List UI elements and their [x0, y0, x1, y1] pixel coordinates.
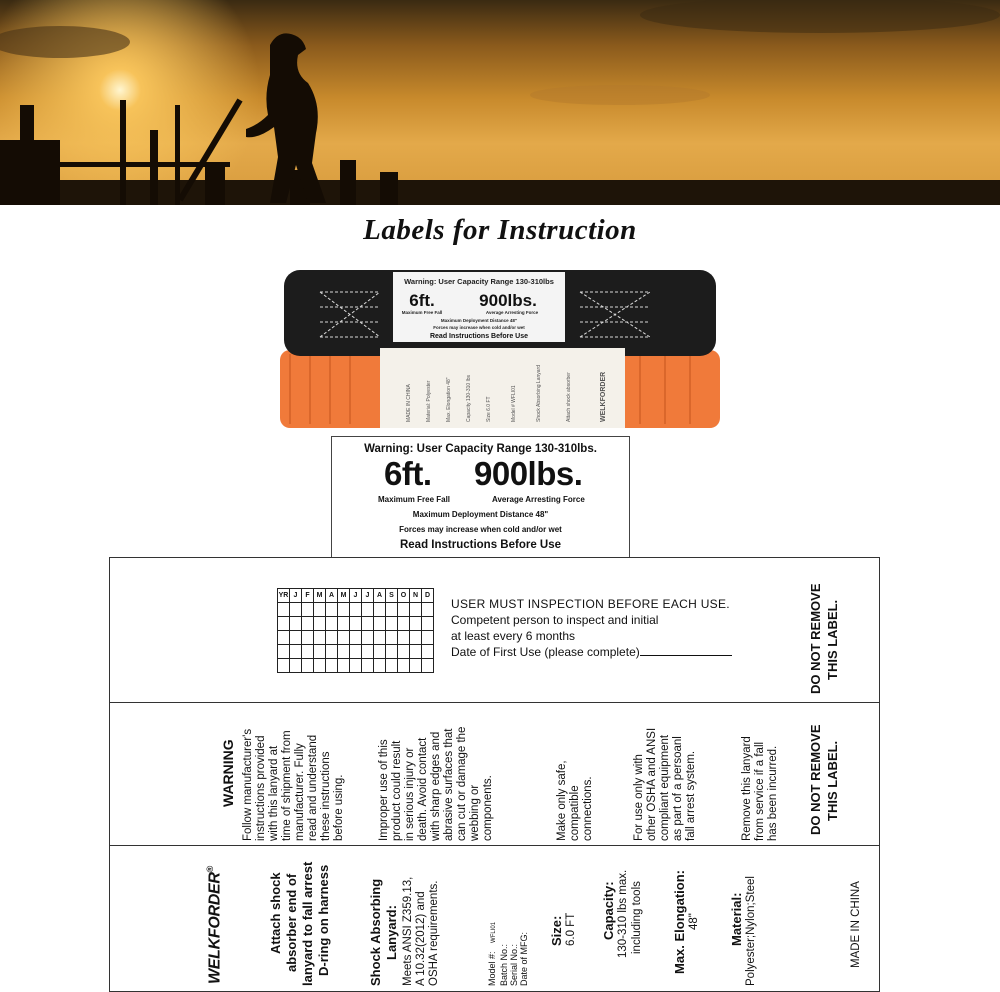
standards-line: OSHA requirements.: [428, 880, 440, 986]
label-forces-note: Forces may increase when cold and/or wet: [399, 525, 562, 534]
warning-line: For use only with: [633, 754, 645, 841]
attach-line: D-ring on harness: [316, 864, 331, 976]
inspection-grid-cell: [278, 603, 290, 617]
warning-line: compliant equipment: [659, 734, 671, 841]
label-free-fall-value: 6ft.: [384, 455, 432, 492]
inspection-grid-cell: [326, 631, 338, 645]
inspection-grid-cell: [350, 645, 362, 659]
photo-label-force-caption: Average Arresting Force: [485, 310, 539, 315]
inspection-grid-cell: [278, 617, 290, 631]
elongation-value: 48": [688, 913, 700, 930]
warning-line: webbing or: [469, 784, 481, 841]
do-not-remove-line: THIS LABEL.: [825, 599, 840, 680]
warning-line: from service if a fall: [754, 741, 766, 841]
elongation-label: Max. Elongation:: [672, 870, 687, 974]
label-read-instructions: Read Instructions Before Use: [399, 539, 562, 551]
capacity-value: including tools: [631, 881, 643, 954]
inspection-grid-month: J: [290, 589, 302, 603]
warning-line: other OSHA and ANSI: [646, 727, 658, 841]
label-free-fall-caption: Maximum Free Fall: [378, 495, 451, 504]
svg-text:Shock Absorbing Lanyard: Shock Absorbing Lanyard: [536, 365, 542, 422]
inspection-grid-cell: [374, 631, 386, 645]
warning-line: can cut or damage the: [456, 726, 468, 841]
size-value: 6.0 FT: [565, 912, 577, 946]
origin-text: MADE IN CHINA: [850, 881, 862, 968]
inspection-grid-month: J: [362, 589, 374, 603]
inspection-grid-cell: [410, 617, 422, 631]
inspection-grid-cell: [422, 645, 434, 659]
material-value: Polyester;Nylon;Steel: [745, 876, 757, 986]
inspection-line: Date of First Use (please complete): [451, 645, 640, 659]
model-line: [487, 922, 499, 986]
svg-text:Capacity 130-310 lbs: Capacity 130-310 lbs: [466, 375, 472, 422]
inspection-grid-cell: [398, 617, 410, 631]
inspection-grid-cell: [422, 603, 434, 617]
inspection-grid-cell: [386, 603, 398, 617]
inspection-grid-cell: [362, 631, 374, 645]
inspection-instructions: [451, 596, 732, 660]
warning-line: Make only safe,: [556, 760, 568, 841]
registered-mark: ®: [205, 865, 215, 873]
warning-line: product could result: [391, 740, 403, 841]
instruction-label-sheet: [109, 557, 880, 992]
warning-line: Remove this lanyard: [741, 736, 753, 841]
inspection-grid-cell: [338, 631, 350, 645]
svg-text:Attach shock absorber: Attach shock absorber: [566, 372, 572, 422]
warning-line: as part of a persoanl: [672, 736, 684, 841]
brand-logo: [205, 866, 224, 984]
label-force-caption: Average Arresting Force: [492, 495, 585, 504]
product-type-line: Lanyard:: [384, 905, 399, 960]
product-type-line: Shock Absorbing: [368, 878, 383, 986]
svg-text:Max. Elongation 48": Max. Elongation 48": [446, 377, 452, 422]
inspection-grid-month: S: [386, 589, 398, 603]
inspection-grid-cell: [302, 603, 314, 617]
inspection-grid-month: D: [422, 589, 434, 603]
inspection-grid-month: YR: [278, 589, 290, 603]
warning-line: components.: [482, 775, 494, 841]
inspection-grid-cell: [326, 617, 338, 631]
inspection-grid: [277, 588, 434, 673]
inspection-grid-month: N: [410, 589, 422, 603]
inspection-grid-cell: [422, 631, 434, 645]
inspection-grid-cell: [314, 617, 326, 631]
warning-line: connections.: [582, 776, 594, 841]
inspection-grid-cell: [374, 603, 386, 617]
attach-line: absorber end of: [284, 873, 299, 972]
standards-text: [402, 877, 441, 986]
material-info: [730, 876, 758, 986]
warning-line: compatible: [569, 785, 581, 841]
model-info: [487, 922, 529, 986]
capacity-value: 130-310 lbs max.: [617, 869, 629, 958]
inspection-grid-cell: [302, 631, 314, 645]
inspection-grid-cell: [398, 603, 410, 617]
inspection-grid-cell: [290, 645, 302, 659]
inspection-grid-cell: [290, 617, 302, 631]
inspection-grid-cell: [314, 603, 326, 617]
warning-column-2: [378, 727, 495, 841]
warning-line: has been incurred.: [767, 745, 779, 841]
inspection-grid-month: A: [374, 589, 386, 603]
warning-line: instructions provided: [255, 735, 267, 841]
inspection-grid-header: [278, 589, 434, 603]
lanyard-product-photo: [280, 262, 720, 430]
inspection-grid-cell: [290, 631, 302, 645]
inspection-grid-cell: [386, 617, 398, 631]
inspection-line: at least every 6 months: [451, 629, 576, 643]
first-use-line: [451, 644, 732, 660]
do-not-remove-text: [807, 583, 841, 694]
batch-label: Batch No.:: [499, 943, 509, 986]
inspection-line: USER MUST INSPECTION BEFORE EACH USE.: [451, 597, 730, 611]
warning-line: these instructions: [320, 751, 332, 841]
photo-label-free-fall: 6ft.: [409, 291, 435, 310]
svg-text:WELKFORDER: WELKFORDER: [600, 371, 607, 422]
inspection-grid-cell: [302, 617, 314, 631]
inspection-section: [110, 558, 879, 703]
photo-label-read: Read Instructions Before Use: [429, 333, 529, 340]
svg-text:MADE IN CHINA: MADE IN CHINA: [406, 384, 412, 422]
product-type: [368, 879, 400, 986]
inspection-grid-cell: [350, 631, 362, 645]
inspection-grid-cell: [338, 645, 350, 659]
inspection-grid-cell: [374, 617, 386, 631]
warning-line: read and understand: [307, 734, 319, 841]
svg-text:Size 6.0 FT: Size 6.0 FT: [486, 396, 492, 422]
photo-label-warning: Warning: User Capacity Range 130-310lbs: [404, 277, 554, 286]
inspection-grid-cell: [314, 631, 326, 645]
do-not-remove-line: DO NOT REMOVE: [808, 583, 823, 694]
warning-line: Improper use of this: [378, 739, 390, 841]
inspection-grid-cell: [314, 645, 326, 659]
inspection-grid-cell: [290, 603, 302, 617]
photo-label-force: 900lbs.: [479, 291, 537, 310]
inspection-grid-cell: [350, 617, 362, 631]
inspection-grid-cell: [290, 659, 302, 673]
label-warning-text: Warning: User Capacity Range 130-310lbs.: [364, 443, 597, 455]
lanyard-illustration: [280, 262, 720, 430]
standards-line: A 10.32(2012) and: [415, 891, 427, 986]
capacity-label: Capacity:: [601, 881, 616, 940]
do-not-remove-text: [807, 724, 841, 835]
inspection-grid-cell: [374, 645, 386, 659]
inspection-grid-month: F: [302, 589, 314, 603]
inspection-grid-month: M: [338, 589, 350, 603]
inspection-grid-cell: [326, 603, 338, 617]
inspection-grid-cell: [410, 631, 422, 645]
svg-text:Model # WFLI01: Model # WFLI01: [511, 385, 517, 422]
warning-column-5: [741, 736, 780, 841]
inspection-grid-cell: [302, 659, 314, 673]
header-banner-image: [0, 0, 1000, 205]
inspection-grid-month: M: [314, 589, 326, 603]
attach-instruction: [268, 862, 332, 986]
inspection-grid-cell: [362, 603, 374, 617]
inspection-grid-cell: [374, 659, 386, 673]
inspection-grid-cell: [362, 617, 374, 631]
standards-line: Meets ANSI Z359.13,: [402, 876, 414, 986]
inspection-grid-cell: [410, 603, 422, 617]
warning-line: with sharp edges and: [430, 731, 442, 841]
sunset-silhouette-graphic: [0, 0, 1000, 205]
svg-text:Material: Polyester: Material: Polyester: [426, 380, 432, 422]
inspection-grid-cell: [362, 659, 374, 673]
inspection-grid-cell: [398, 659, 410, 673]
warning-line: in serious injury or: [404, 747, 416, 841]
inspection-grid-cell: [410, 659, 422, 673]
inspection-grid-cell: [386, 631, 398, 645]
do-not-remove-line: DO NOT REMOVE: [808, 724, 823, 835]
label-force-value: 900lbs.: [474, 455, 583, 492]
inspection-grid-month: J: [350, 589, 362, 603]
inspection-grid-cell: [326, 659, 338, 673]
elongation-info: [673, 870, 701, 974]
inspection-grid-cell: [338, 659, 350, 673]
inspection-grid-cell: [386, 659, 398, 673]
size-label: Size:: [549, 915, 564, 946]
inspection-grid-cell: [338, 603, 350, 617]
inspection-grid-cell: [278, 645, 290, 659]
warning-line: death. Avoid contact: [417, 737, 429, 841]
material-label: Material:: [729, 892, 744, 946]
serial-label: Serial No.:: [509, 943, 519, 986]
inspection-grid-cell: [278, 631, 290, 645]
inspection-grid-cell: [278, 659, 290, 673]
size-info: [550, 913, 578, 946]
photo-label-forces-note: Forces may increase when cold and/or wet: [433, 325, 525, 330]
warning-line: Follow manufacturer's: [242, 728, 254, 841]
warning-section: [110, 703, 879, 846]
inspection-grid-cell: [398, 631, 410, 645]
warning-column-3: [556, 760, 595, 841]
inspection-grid-cell: [350, 603, 362, 617]
warning-heading: WARNING: [220, 739, 236, 807]
inspection-grid-month: O: [398, 589, 410, 603]
warning-line: abrasive surfaces that: [443, 728, 455, 841]
inspection-grid-cell: [386, 645, 398, 659]
warning-line: manufacturer. Fully: [294, 743, 306, 841]
inspection-grid-row: [278, 659, 434, 673]
inspection-grid-cell: [338, 617, 350, 631]
inspection-grid-cell: [302, 645, 314, 659]
product-info-section: [110, 846, 879, 991]
warning-label: [331, 436, 630, 558]
inspection-grid-cell: [422, 617, 434, 631]
page-title: Labels for Instruction: [363, 214, 637, 246]
inspection-grid-row: [278, 617, 434, 631]
warning-column-4: [633, 728, 698, 841]
inspection-grid-row: [278, 631, 434, 645]
model-label: Model #:: [487, 951, 497, 986]
inspection-grid-month: A: [326, 589, 338, 603]
warning-line: with this lanyard at: [268, 745, 280, 841]
warning-line: fall arrest system.: [685, 750, 697, 841]
inspection-grid-cell: [398, 645, 410, 659]
inspection-grid-cell: [422, 659, 434, 673]
model-value: WFLI01: [491, 921, 497, 943]
date-mfg-label: Date of MFG:: [519, 931, 529, 986]
do-not-remove-line: THIS LABEL.: [825, 740, 840, 821]
capacity-info: [602, 870, 644, 958]
inspection-grid-cell: [350, 659, 362, 673]
photo-label-deployment: Maximum Deployment Distance 48": [440, 318, 518, 323]
inspection-grid-row: [278, 645, 434, 659]
warning-line: time of shipment from: [281, 730, 293, 841]
attach-line: Attach shock: [268, 872, 283, 954]
warning-column-1: [242, 729, 346, 841]
label-deployment-text: Maximum Deployment Distance 48": [412, 510, 549, 519]
brand-name: WELKFORDER: [206, 872, 224, 984]
inspection-grid-cell: [326, 645, 338, 659]
inspection-grid-cell: [314, 659, 326, 673]
inspection-grid-row: [278, 603, 434, 617]
inspection-grid-cell: [410, 645, 422, 659]
warning-line: before using.: [333, 774, 345, 841]
inspection-grid-cell: [362, 645, 374, 659]
attach-line: lanyard to fall arrest: [300, 861, 315, 986]
inspection-line: Competent person to inspect and initial: [451, 613, 659, 627]
photo-label-free-fall-caption: Maximum Free Fall: [401, 310, 443, 315]
